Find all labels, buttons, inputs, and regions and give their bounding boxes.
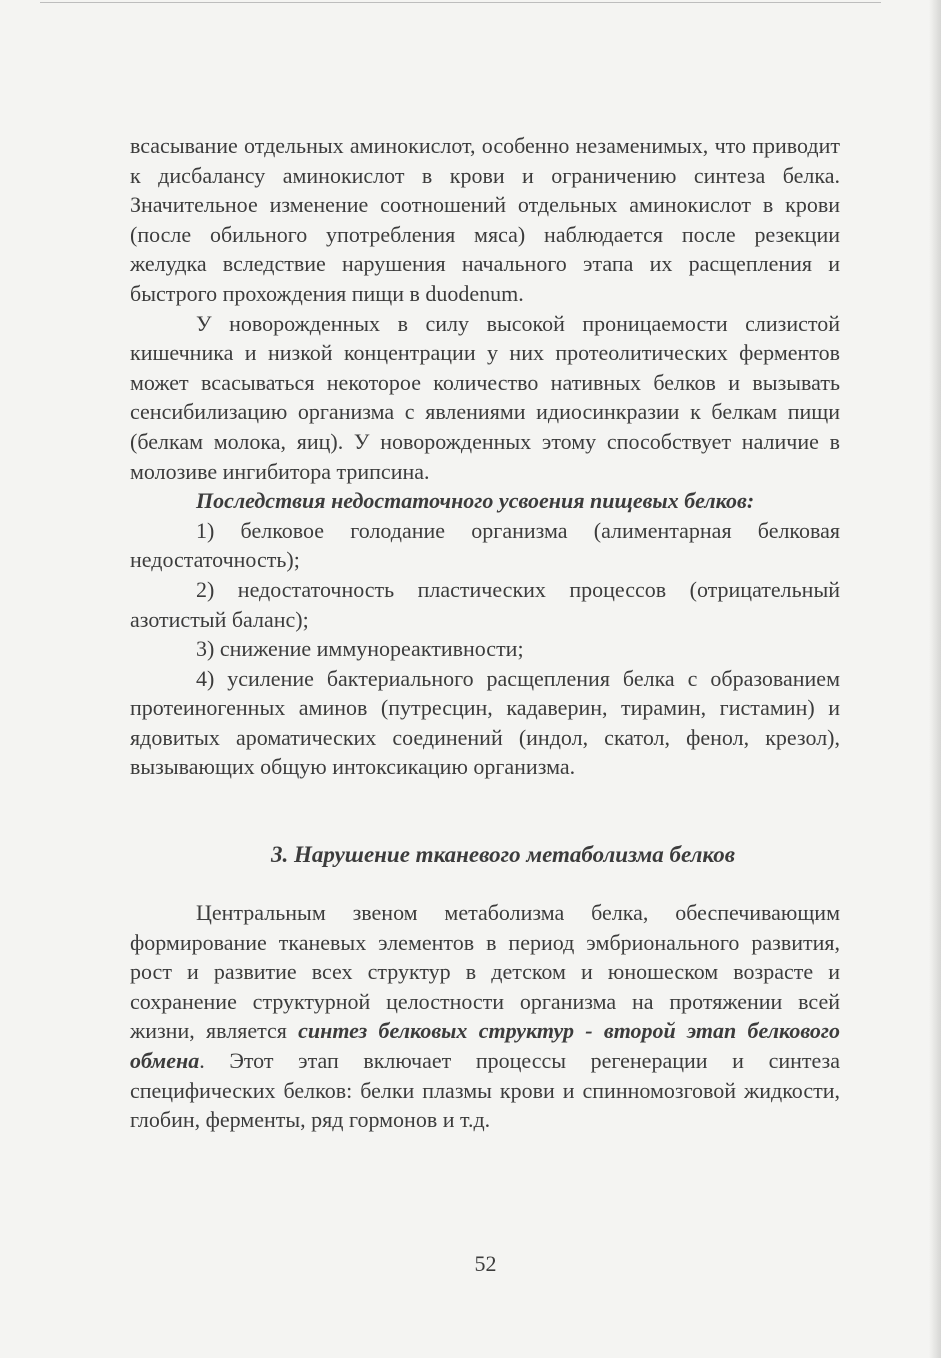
consequence-item: 1) белковое голодание организма (алиментарная белковая недостаточность); xyxy=(130,517,840,573)
section-spacer xyxy=(130,782,840,840)
paragraph-absorption: всасывание отдельных аминокислот, особенно незаменимых, что приводит к дисбалансу аминокислот в крови и ограничению синтеза белка. Значительное изменение соотношений отдельных аминокислот в крови (после обильного употребления мяса) наблюдается после резекции желудка вследствие нарушения начального этапа их расщепления и быстрого прохождения пищи в duodenum. xyxy=(130,133,840,306)
consequence-item: 2) недостаточность пластических процессов (отрицательный азотистый баланс); xyxy=(130,576,840,632)
paragraph-emphasis: синтез белковых структур - второй этап белкового обмена xyxy=(130,1018,840,1074)
consequences-heading xyxy=(130,486,840,516)
page-edge-shadow xyxy=(929,0,941,1358)
consequence-item: 4) усиление бактериального расщепления белка с образованием протеиногенных аминов (путресцин, кадаверин, тирамин, гистамин) и ядовитых ароматических соединений (индол, скатол, фенол, крезол), вызывающих общую интоксикацию организма. xyxy=(130,665,840,780)
section-spacer xyxy=(130,870,840,898)
consequence-item: 3) снижение иммунореактивности; xyxy=(196,636,524,662)
paragraph-protein-synthesis xyxy=(130,898,840,1135)
consequences-heading-text: Последствия недостаточного усвоения пищевых белков: xyxy=(196,488,755,514)
paragraph-newborns: У новорожденных в силу высокой проницаемости слизистой кишечника и низкой концентрации у них протеолитических ферментов может всасываться некоторое количество нативных белков и вызывать сенсибилизацию организма с явлениями идиосинкразии к белкам пищи (белкам молока, яиц). У новорожденных этому способствует наличие в молозиве ингибитора трипсина. xyxy=(130,310,840,484)
top-edge-line xyxy=(40,2,881,3)
section-title: 3. Нарушение тканевого метаболизма белков xyxy=(271,842,735,868)
page-number: 52 xyxy=(474,1251,497,1276)
paragraph-text-before: Центральным звеном метаболизма белка, обеспечивающим формирование тканевых элементов в период эмбрионального развития, рост и развитие всех структур в детском и юношеском возрасте и сохранение структурной целостности организма на протяжении всей жизни, является xyxy=(130,900,840,1044)
paragraph-text-after: . Этот этап включает процессы регенерации и синтеза специфических белков: белки плазмы крови и спинномозговой жидкости, глобин, ферменты, ряд гормонов и т.д. xyxy=(130,1048,840,1133)
page-content xyxy=(130,131,840,1135)
